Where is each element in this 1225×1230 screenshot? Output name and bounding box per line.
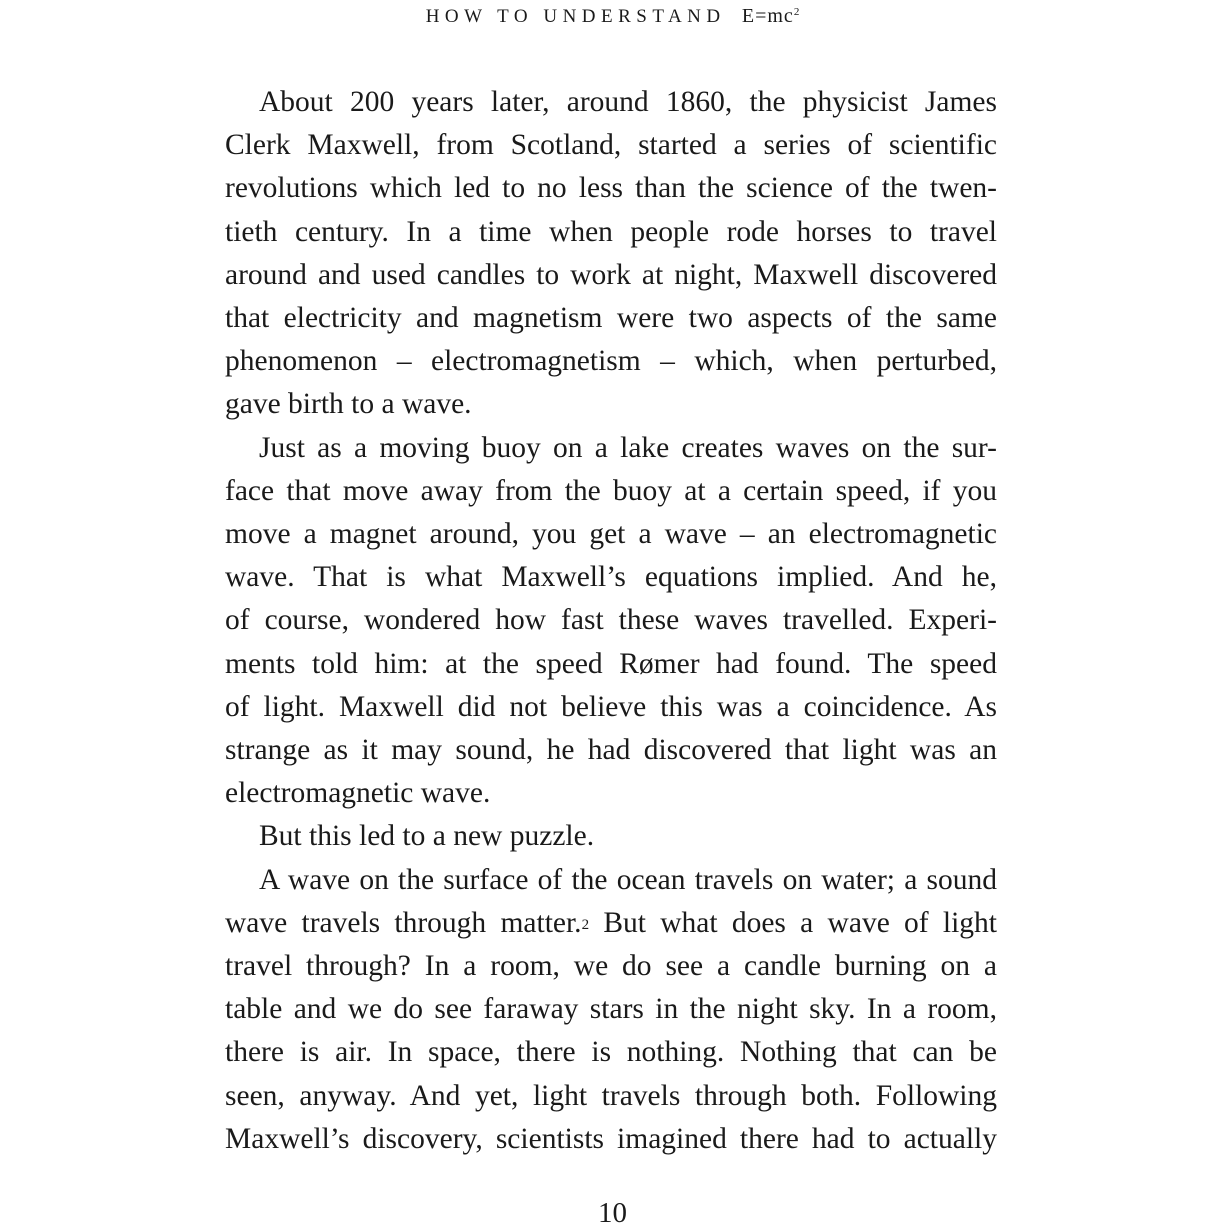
running-head bbox=[0, 4, 1225, 29]
text-line: revolutions which led to no less than the science of the twen- bbox=[225, 172, 997, 205]
running-head-title: HOW TO UNDERSTAND bbox=[425, 6, 726, 27]
page-number: 10 bbox=[598, 1197, 627, 1229]
text-line: of light. Maxwell did not believe this was a coincidence. As bbox=[225, 690, 997, 723]
text-line: strange as it may sound, he had discovered that light was an bbox=[225, 734, 997, 767]
text-line: gave birth to a wave. bbox=[225, 388, 472, 421]
text-line: there is air. In space, there is nothing. Nothing that can be bbox=[225, 1036, 997, 1069]
text-line: face that move away from the buoy at a certain speed, if you bbox=[225, 474, 997, 507]
paragraph-1 bbox=[225, 81, 997, 427]
running-head-equation: $E=mc^2$ bbox=[741, 5, 800, 27]
text-line: of course, wondered how fast these waves travelled. Experi- bbox=[225, 604, 997, 637]
text-line: wave. That is what Maxwell’s equations implied. And he, bbox=[225, 561, 997, 594]
text-line: travel through? In a room, we do see a candle burning on a bbox=[225, 950, 997, 983]
text-line: move a magnet around, you get a wave – an electromagnetic bbox=[225, 518, 997, 551]
text-line: table and we do see faraway stars in the night sky. In a room, bbox=[225, 993, 997, 1026]
text-line: But this led to a new puzzle. bbox=[259, 820, 595, 853]
paragraph-2 bbox=[225, 427, 997, 816]
text-line: Maxwell’s discovery, scientists imagined there had to actually bbox=[225, 1122, 997, 1155]
text-line: electromagnetic wave. bbox=[225, 777, 491, 810]
text-line: phenomenon – electromagnetism – which, when perturbed, bbox=[225, 345, 997, 378]
text-line: About 200 years later, around 1860, the physicist James bbox=[259, 86, 997, 118]
footnote-marker[interactable]: 2 bbox=[581, 916, 590, 933]
equation-exponent: 2 bbox=[793, 6, 800, 18]
text-line: seen, anyway. And yet, light travels through both. Following bbox=[225, 1079, 997, 1112]
text-line: A wave on the surface of the ocean travels on water; a sound bbox=[259, 863, 997, 896]
paragraph-4 bbox=[225, 859, 997, 1161]
text-line: Just as a moving buoy on a lake creates waves on the sur- bbox=[259, 431, 997, 464]
text-line: Clerk Maxwell, from Scotland, started a series of scientific bbox=[225, 129, 997, 162]
text-line: around and used candles to work at night, Maxwell discovered bbox=[225, 258, 997, 291]
text-line: tieth century. In a time when people rode horses to travel bbox=[225, 215, 997, 248]
text-line: that electricity and magnetism were two aspects of the same bbox=[225, 302, 997, 335]
text-line: ments told him: at the speed Rømer had found. The speed bbox=[225, 647, 997, 680]
paragraph-3 bbox=[225, 815, 997, 858]
text-line-with-footnote: wave travels through matter.$^2$ But what does a wave of light bbox=[225, 906, 997, 939]
body-text bbox=[225, 81, 997, 1161]
